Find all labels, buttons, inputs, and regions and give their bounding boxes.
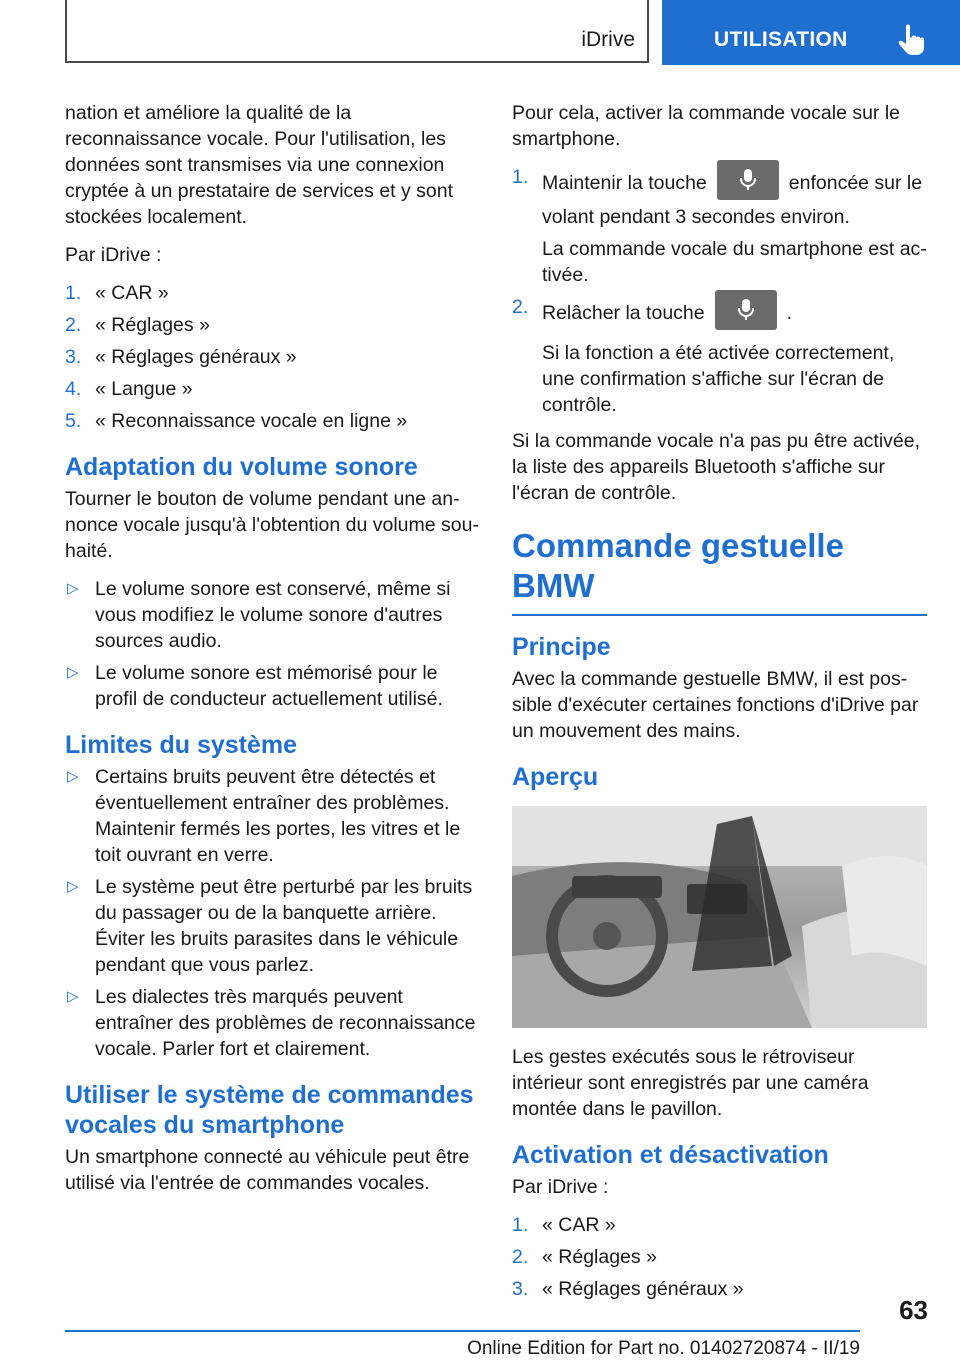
step-number: 3. bbox=[512, 1278, 529, 1300]
step-subtext: Si la fonction a été activée correctement, une confirmation s'affiche sur l'écran de contrôle. bbox=[542, 342, 895, 416]
triangle-bullet-icon: ▷ bbox=[67, 988, 79, 1005]
limits-heading: Limites du système bbox=[65, 731, 298, 759]
par-idrive-label: Par iDrive : bbox=[65, 244, 162, 266]
step-text: « Réglages généraux » bbox=[95, 346, 297, 368]
step-text: « CAR » bbox=[95, 282, 169, 304]
list-item bbox=[65, 660, 480, 712]
step-number: 1. bbox=[512, 166, 529, 188]
heading-rule bbox=[512, 614, 927, 616]
smartphone-paragraph: Un smartphone connecté au véhicule peut être utilisé via l'entrée de commandes vocales. bbox=[65, 1146, 470, 1194]
list-item bbox=[65, 344, 480, 370]
step-text: « CAR » bbox=[542, 1214, 616, 1236]
volume-paragraph: Tourner le bouton de volume pendant une annonce vocale jusqu'à l'obtention du volume souhaité. bbox=[65, 488, 479, 562]
volume-bullets bbox=[65, 576, 480, 712]
footer-rule bbox=[65, 1330, 860, 1359]
triangle-bullet-icon: ▷ bbox=[67, 580, 79, 597]
step-text: « Réglages généraux » bbox=[542, 1278, 744, 1300]
list-item bbox=[512, 1212, 927, 1238]
step-text: . bbox=[786, 302, 793, 325]
step-number: 2. bbox=[512, 296, 529, 318]
list-item bbox=[65, 408, 480, 434]
bullet-text: Les dialectes très marqués peuvent entraîner des problèmes de reconnaissance vocale. Parler fort et clairement. bbox=[95, 986, 476, 1060]
principle-heading: Principe bbox=[512, 633, 611, 661]
voice-steps-list bbox=[512, 164, 927, 418]
list-item bbox=[512, 294, 927, 418]
triangle-bullet-icon: ▷ bbox=[67, 664, 79, 681]
step-number: 5. bbox=[65, 410, 82, 432]
par-idrive-label: Par iDrive : bbox=[512, 1176, 609, 1198]
list-item bbox=[65, 376, 480, 402]
left-column bbox=[65, 100, 480, 1208]
intro-paragraph: nation et améliore la qualité de la reconnaissance vocale. Pour l'utilisation, les données sont transmises via une connexion cryptée à un prestataire de services et y sont stockées localement. bbox=[65, 102, 454, 228]
step-text: « Langue » bbox=[95, 378, 193, 400]
page-number: 63 bbox=[899, 1295, 928, 1325]
activation-steps-list bbox=[512, 1212, 927, 1302]
limits-bullets bbox=[65, 764, 480, 1062]
bullet-text: Le système peut être perturbé par les bruits du passager ou de la banquette arrière. Éviter les bruits parasites dans le véhicule pendant que vous parlez. bbox=[95, 876, 473, 976]
photo-caption: Les gestes exécutés sous le rétroviseur intérieur sont enregistrés par une caméra montée dans le pavillon. bbox=[512, 1046, 869, 1120]
microphone-icon bbox=[738, 168, 758, 192]
triangle-bullet-icon: ▷ bbox=[67, 878, 79, 895]
microphone-icon bbox=[736, 298, 756, 322]
header-chapter-label: UTILISATION bbox=[714, 28, 848, 51]
step-text: enfoncée sur le volant pendant 3 secondes environ. bbox=[542, 172, 923, 228]
smartphone-heading: Utiliser le système de commandes vocales du smartphone bbox=[65, 1081, 474, 1139]
step-text: Relâcher la touche bbox=[542, 302, 705, 325]
bullet-text: Le volume sonore est conservé, même si vous modifiez le volume sonore d'autres sources audio. bbox=[95, 578, 451, 652]
idrive-steps-list bbox=[65, 280, 480, 434]
car-interior-illustration bbox=[512, 806, 927, 1028]
hand-pointer-icon bbox=[894, 22, 930, 58]
bullet-text: Certains bruits peuvent être détectés et éventuellement entraîner des problèmes. Maintenir fermés les portes, les vitres et le toit ouvrant en verre. bbox=[95, 766, 461, 866]
voice-button-icon bbox=[715, 290, 777, 330]
step-text: Maintenir la touche bbox=[542, 172, 707, 195]
edition-text: Online Edition for Part no. 01402720874 - II/19 bbox=[467, 1338, 860, 1359]
step-number: 2. bbox=[65, 314, 82, 336]
list-item bbox=[65, 312, 480, 338]
triangle-bullet-icon: ▷ bbox=[67, 768, 79, 785]
list-item bbox=[512, 1244, 927, 1270]
activation-heading: Activation et désactivation bbox=[512, 1141, 829, 1169]
header-chapter-tab bbox=[662, 0, 960, 65]
list-item bbox=[65, 764, 480, 868]
step-number: 1. bbox=[65, 282, 82, 304]
gesture-heading: Commande gestuelle BMW bbox=[512, 527, 844, 604]
list-item bbox=[65, 984, 480, 1062]
list-item bbox=[65, 874, 480, 978]
step-number: 2. bbox=[512, 1246, 529, 1268]
list-item bbox=[65, 576, 480, 654]
step-number: 4. bbox=[65, 378, 82, 400]
step-number: 1. bbox=[512, 1214, 529, 1236]
right-column bbox=[512, 100, 927, 1312]
list-item bbox=[512, 1276, 927, 1302]
step-text: « Réglages » bbox=[95, 314, 210, 336]
header-frame bbox=[65, 0, 649, 63]
right-intro-paragraph: Pour cela, activer la commande vocale sur le smartphone. bbox=[512, 102, 901, 150]
list-item bbox=[512, 164, 927, 288]
overview-heading: Aperçu bbox=[512, 763, 599, 791]
list-item bbox=[65, 280, 480, 306]
failure-paragraph: Si la commande vocale n'a pas pu être activée, la liste des appareils Bluetooth s'affiche sur l'écran de contrôle. bbox=[512, 430, 921, 504]
step-number: 3. bbox=[65, 346, 82, 368]
header-section-title: iDrive bbox=[581, 28, 635, 51]
voice-button-icon bbox=[717, 160, 779, 200]
volume-heading: Adaptation du volume sonore bbox=[65, 453, 418, 481]
step-subtext: La commande vocale du smartphone est activée. bbox=[542, 238, 927, 286]
step-text: « Reconnaissance vocale en ligne » bbox=[95, 410, 408, 432]
car-interior-photo bbox=[512, 806, 927, 1028]
principle-paragraph: Avec la commande gestuelle BMW, il est possible d'exécuter certaines fonctions d'iDrive par un mouvement des mains. bbox=[512, 668, 919, 742]
bullet-text: Le volume sonore est mémorisé pour le profil de conducteur actuellement utilisé. bbox=[95, 662, 443, 710]
step-text: « Réglages » bbox=[542, 1246, 657, 1268]
